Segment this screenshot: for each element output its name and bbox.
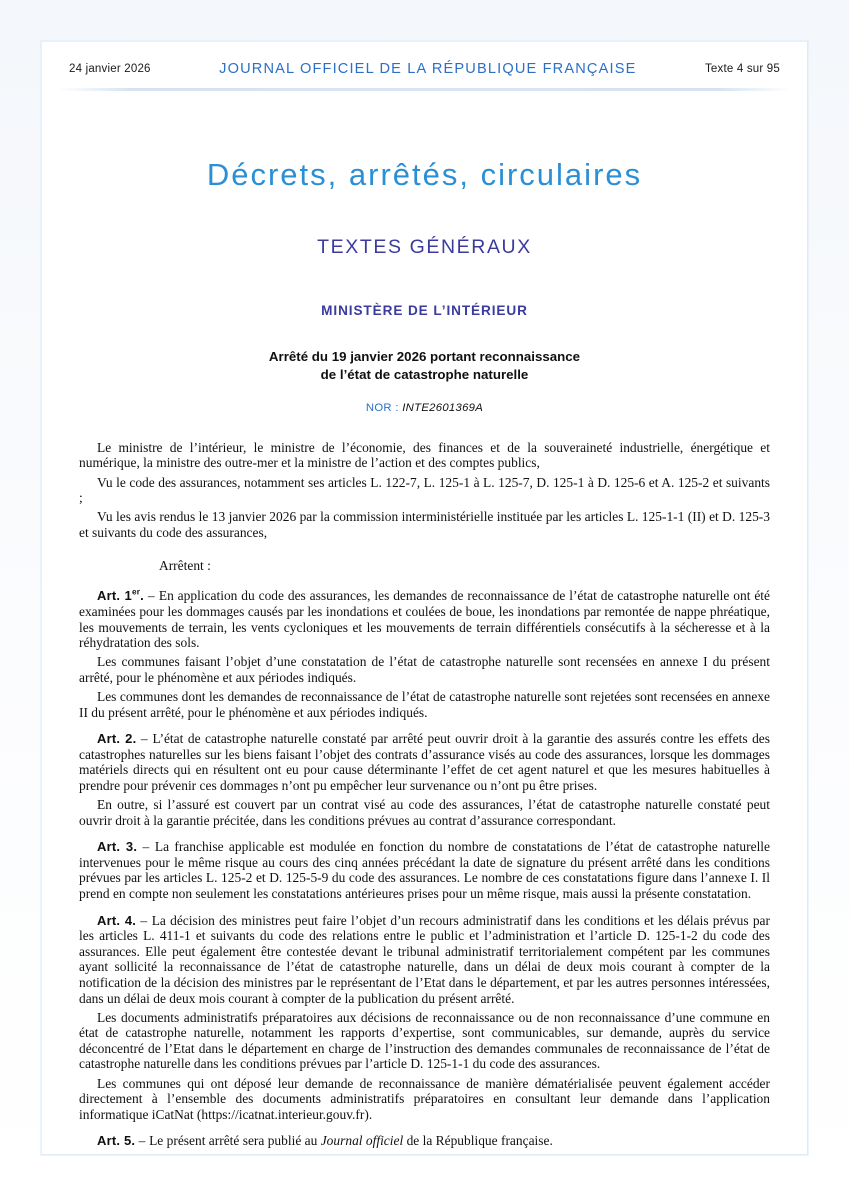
document-body [79,440,770,1149]
article-1-dash: – [147,588,155,604]
article-2-dash: – [140,731,149,747]
article-5-journal-officiel: Journal officiel [320,1133,404,1149]
ministry-heading: MINISTÈRE DE L’INTÉRIEUR [321,303,528,318]
article-5-text-after: de la République française. [403,1133,553,1149]
preamble-vu-1: Vu le code des assurances, notamment ses articles L. 122-7, L. 125-1 à L. 125-7, D. 125-1 à D. 125-6 et A. 125-2 et suivants ; [79,474,770,506]
publication-date: 24 janvier 2026 [69,63,151,75]
article-2-paragraph [79,731,770,793]
article-1-paragraph-2: Les communes faisant l’objet d’une constatation de l’état de catastrophe naturelle sont recensées en annexe I du présent arrêté, pour le phénomène et aux périodes indiqués. [79,654,770,685]
running-head [69,54,780,84]
section-title: TEXTES GÉNÉRAUX [317,236,532,258]
article-3-text: La franchise applicable est modulée en fonction du nombre de constatations de l’état de catastrophe naturelle intervenues pour le même risque au cours des cinq années précédant la date de signature du présent arrêté dans les conditions prévues par les articles L. 125-2 et D. 125-5-9 du code des assurances. Le nombre de ces constatations figure dans l’annexe I. Il prend en compte non seulement les constatations antérieures prises pour un même risque, mais aussi la présente constatation. [79,839,771,902]
arrete-title [42,348,807,384]
article-4-paragraph-2: Les documents administratifs préparatoires aux décisions de reconnaissance ou de non reconnaissance d’une commune en état de catastrophe naturelle, notamment les rapports d’expertise, sont communicables, sur demande, auprès du service déconcentré de l’Etat dans le département en charge de l’instruction des demandes communales de reconnaissance de l’état de catastrophe naturelle dans les conditions prévues par l’article D. 125-1-1 du code des assurances. [79,1009,770,1072]
article-4-paragraph-3: Les communes qui ont déposé leur demande de reconnaissance de manière dématérialisée peuvent également accéder directement à l’ensemble des documents administratifs préparatoires en consultant leur demande dans l’application informatique iCatNat (https://icatnat.interieur.gouv.fr). [79,1075,770,1122]
article-5-text-before: Le présent arrêté sera publié au [149,1133,321,1149]
article-4-dash: – [140,912,148,928]
article-1-paragraph [79,588,770,650]
article-4-label: Art. 4. [97,912,137,928]
article-1-paragraph-3: Les communes dont les demandes de reconnaissance de l’état de catastrophe naturelle sont rejetées sont recensées en annexe II du présent arrêté, pour le phénomène et aux périodes indiqués. [79,689,770,720]
preamble-vu-2: Vu les avis rendus le 13 janvier 2026 par la commission interministérielle instituée par les articles L. 125-1-1 (II) et D. 125-3 et suivants du code des assurances, [79,509,770,540]
article-5-paragraph [79,1133,770,1149]
article-2-text: L’état de catastrophe naturelle constaté par arrêté peut ouvrir droit à la garantie des assurés contre les effets des catastrophes naturelles sur les biens faisant l’objet des contrats d’assurance visés au code des assurances, lorsque les dommages matériels directs qui en résultent ont eu pour cause déterminante l’effet de cet agent naturel et que les mesures habituelles à prendre pour prévenir ces dommages n’ont pu empêcher leur survenance ou n’ont pu être prises. [79,731,770,793]
article-3-dash: – [142,839,150,855]
article-1-label: Art. 1er. [97,588,144,604]
text-folio: Texte 4 sur 95 [704,63,780,75]
journal-page [41,41,808,1155]
journal-masthead: JOURNAL OFFICIEL DE LA RÉPUBLIQUE FRANÇAISE [219,61,637,77]
header-rule [58,88,791,91]
article-1-text: En application du code des assurances, les demandes de reconnaissance de l’état de catastrophe naturelle ont été examinées pour les dommages causés par les inondations et coulées de boue, les inondations par remontée de nappe phréatique, les mouvements de terrain, les vents cycloniques et les mouvements de terrain différentiels consécutifs à la sécheresse et à la réhydratation des sols. [79,588,771,651]
nor-code: INTE2601369A [402,401,484,414]
article-2-label: Art. 2. [97,731,137,747]
article-5-dash: – [138,1133,146,1149]
article-3-paragraph [79,839,770,901]
nor-label: NOR : [365,401,399,414]
article-4-paragraph [79,913,770,1007]
article-2-paragraph-2: En outre, si l’assuré est couvert par un contrat visé au code des assurances, l’état de catastrophe naturelle constaté peut ouvrir droit à la garantie précitée, dans les conditions prévues au contrat d’assurance correspondant. [79,797,770,828]
article-5-label: Art. 5. [97,1133,136,1149]
arrete-title-line1: Arrêté du 19 janvier 2026 portant reconnaissance [268,349,581,364]
arrete-title-line2: de l’état de catastrophe naturelle [320,366,529,382]
nor-line [42,402,807,414]
article-4-text: La décision des ministres peut faire l’objet d’un recours administratif dans les conditions et les délais prévus par les articles L. 411-1 et suivants du code des relations entre le public et l’administration et l’article D. 125-1-2 du code des assurances. Elle peut également être contestée devant le tribunal administratif territorialement compétent par les communes ayant sollicité la reconnaissance de l’état de catastrophe naturelle, dans un délai de deux mois courant à compter de la notification de la décision des ministres par le représentant de l’Etat dans le département, et par les autres personnes intéressées, dans un délai de deux mois courant à compter de la publication du présent arrêté. [79,912,770,1006]
article-3-label: Art. 3. [97,839,138,855]
preamble-ministers: Le ministre de l’intérieur, le ministre de l’économie, des finances et de la souveraineté industrielle, énergétique et numérique, la ministre des outre-mer et la ministre de l’action et des comptes publics, [79,439,770,471]
arretent-line: Arrêtent : [159,558,211,574]
page-title: Décrets, arrêtés, circulaires [206,157,643,192]
